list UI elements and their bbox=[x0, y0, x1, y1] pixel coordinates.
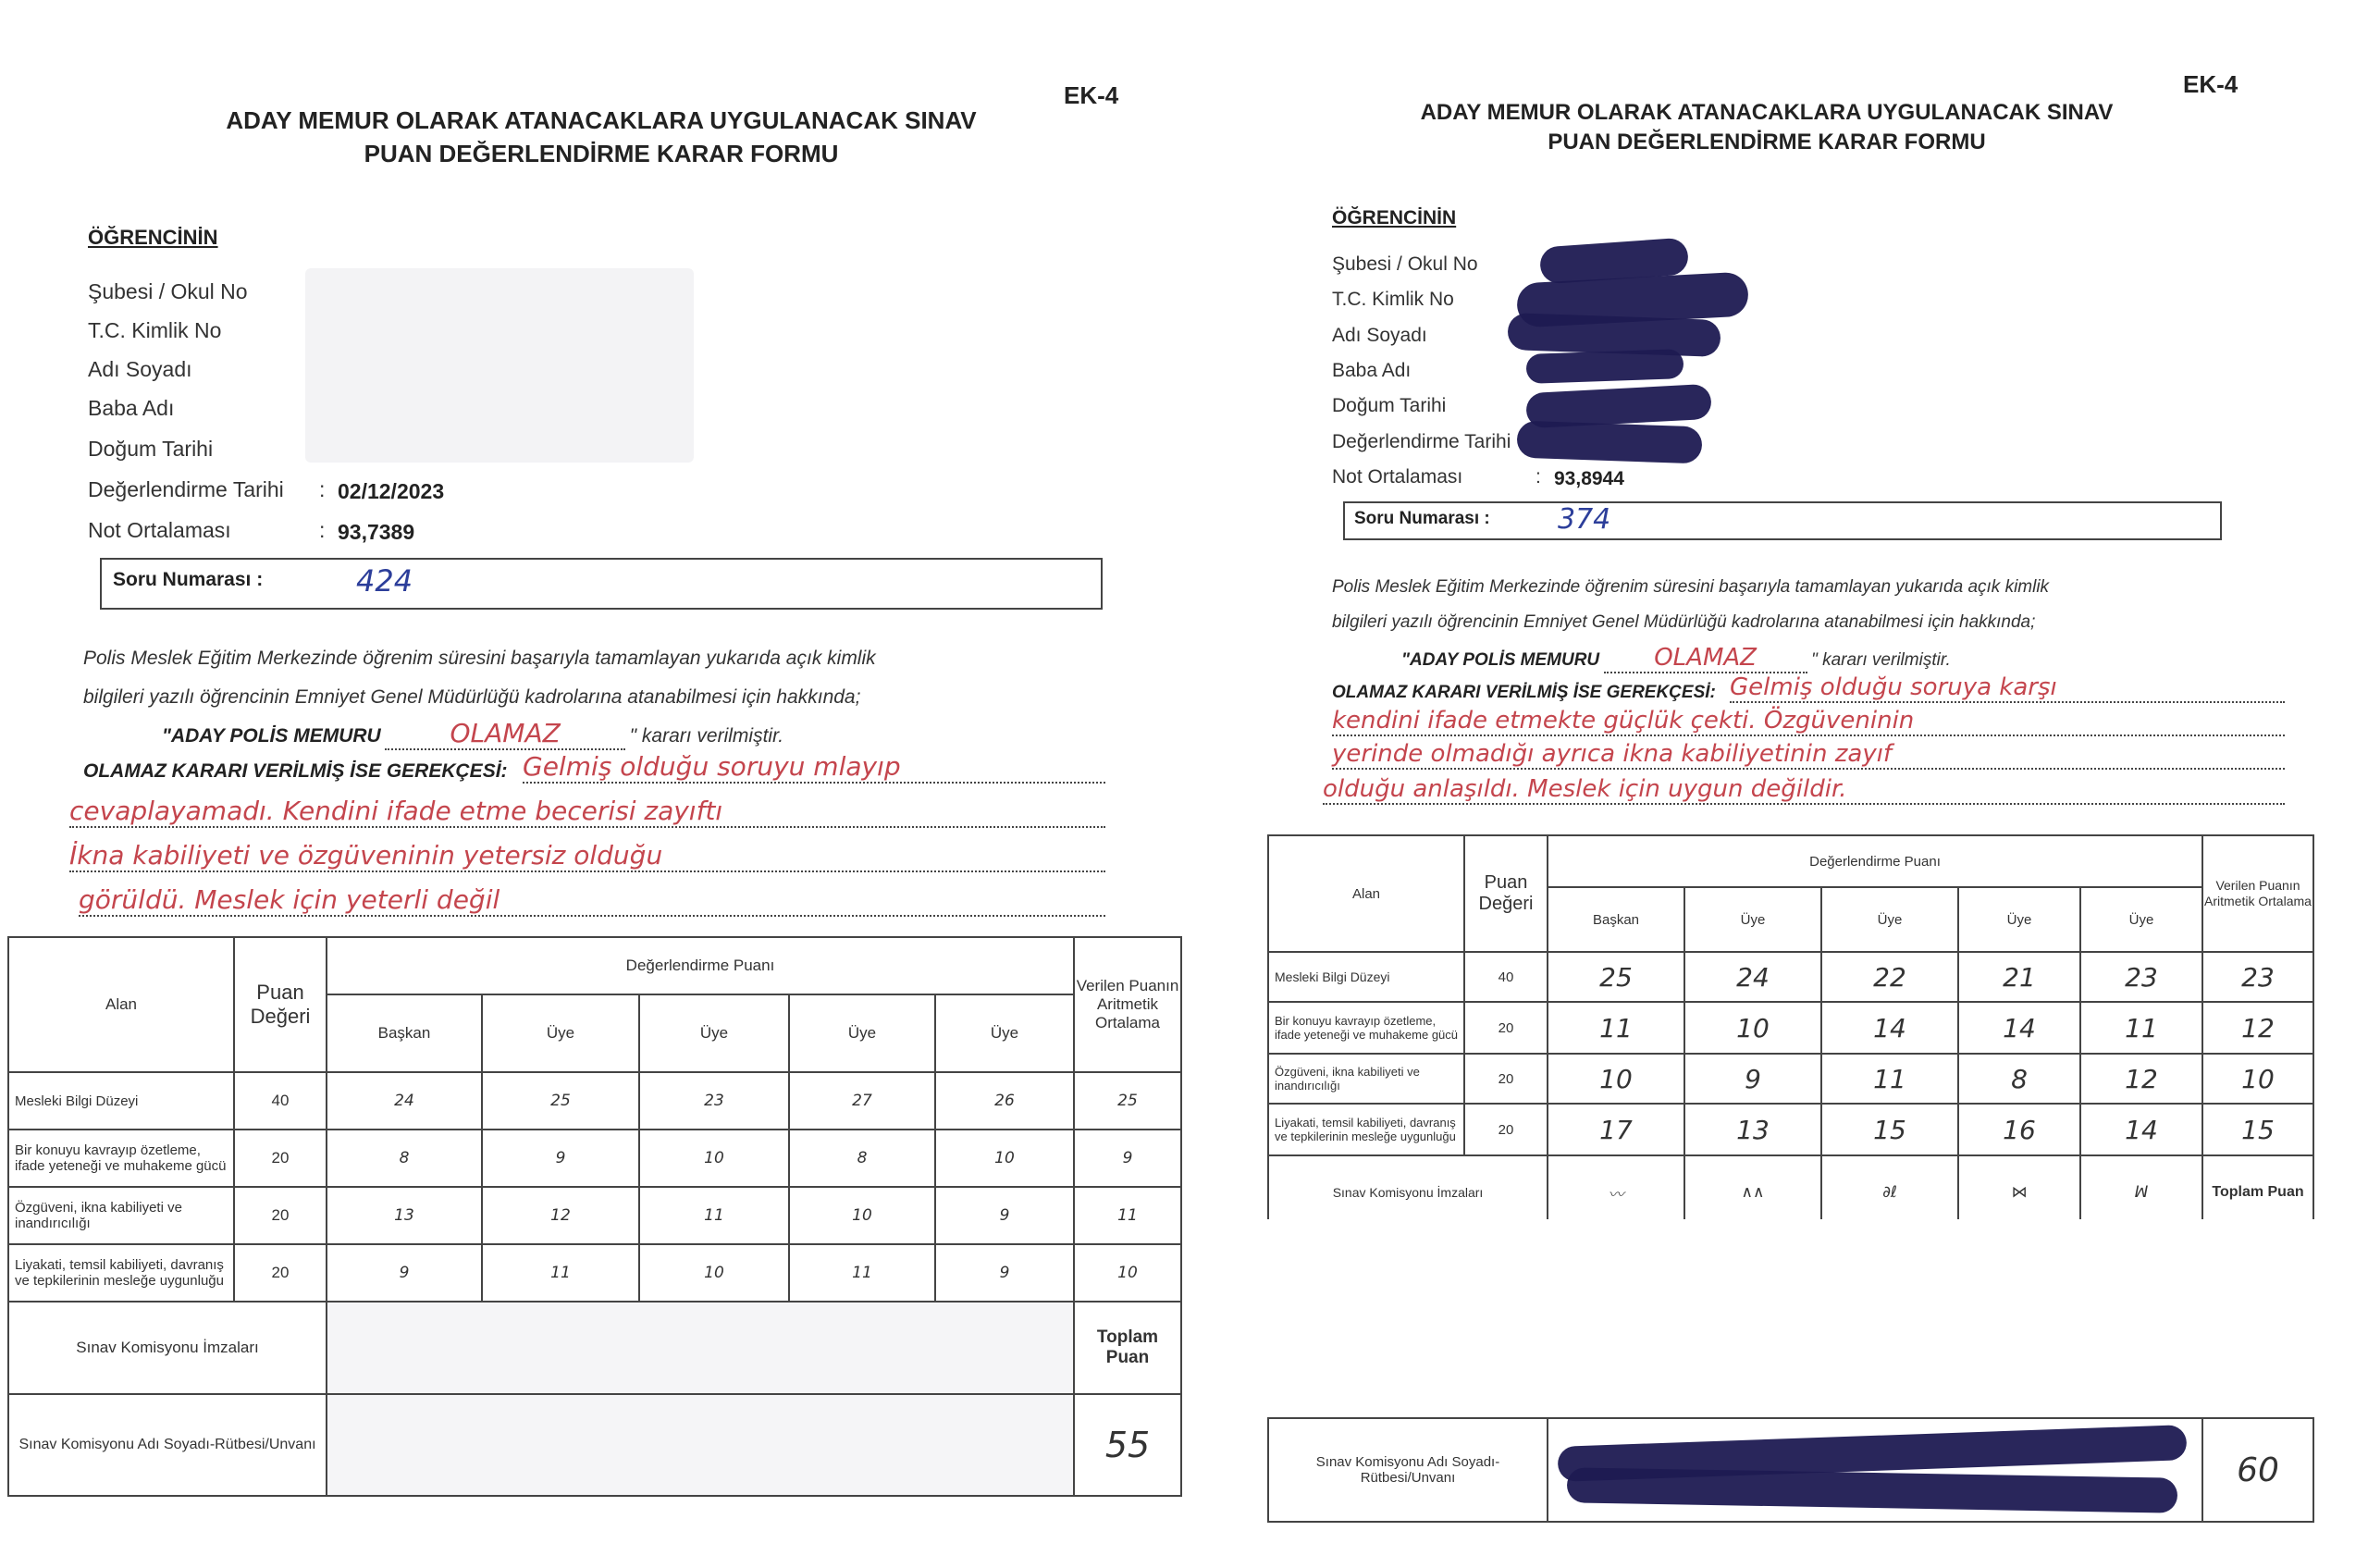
score-cell: 8 bbox=[327, 1130, 482, 1187]
row-alan: Özgüveni, ikna kabiliyeti ve inandırıcılığı bbox=[1268, 1054, 1464, 1104]
score-cell: 10 bbox=[935, 1130, 1074, 1187]
table-row bbox=[1268, 1104, 2313, 1155]
header-member: Üye bbox=[482, 994, 639, 1072]
row-puan: 20 bbox=[234, 1187, 327, 1244]
score-cell: 24 bbox=[1684, 952, 1821, 1002]
table-row bbox=[1268, 1054, 2313, 1104]
paragraph-line1: Polis Meslek Eğitim Merkezinde öğrenim süresini başarıyla tamamlayan yukarıda açık kimlik bbox=[1332, 577, 2050, 597]
avg-cell: 10 bbox=[2202, 1054, 2313, 1104]
gerekce-line: görüldü. Meslek için yeterli değil bbox=[79, 884, 1105, 917]
section-title: ÖĞRENCİNİN bbox=[1332, 207, 1457, 228]
header-puan: Puan Değeri bbox=[234, 937, 327, 1072]
score-cell: 10 bbox=[1548, 1054, 1684, 1104]
score-cell: 9 bbox=[482, 1130, 639, 1187]
form-title-line1: ADAY MEMUR OLARAK ATANACAKLARA UYGULANACAK SINAV bbox=[1420, 100, 2114, 125]
score-cell: 11 bbox=[639, 1187, 789, 1244]
sube-label: Şubesi / Okul No bbox=[1332, 253, 1478, 275]
score-cell: 24 bbox=[327, 1072, 482, 1130]
header-member: Üye bbox=[2080, 887, 2202, 952]
score-cell: 15 bbox=[1821, 1104, 1958, 1155]
score-cell: 17 bbox=[1548, 1104, 1684, 1155]
score-cell: 14 bbox=[1821, 1002, 1958, 1054]
aday-value: OLAMAZ bbox=[385, 718, 625, 750]
row-puan: 20 bbox=[1464, 1002, 1548, 1054]
row-alan: Mesleki Bilgi Düzeyi bbox=[8, 1072, 234, 1130]
score-cell: 12 bbox=[482, 1187, 639, 1244]
toplam-value: 60 bbox=[2202, 1418, 2313, 1522]
row-alan: Liyakati, temsil kabiliyeti, davranış ve tepkilerinin mesleğe uygunluğu bbox=[8, 1244, 234, 1302]
gerekce-line: kendini ifade etmekte güçlük çekti. Özgüveninin bbox=[1332, 707, 2285, 736]
header-member: Başkan bbox=[1548, 887, 1684, 952]
score-cell: 11 bbox=[2080, 1002, 2202, 1054]
avg-cell: 15 bbox=[2202, 1104, 2313, 1155]
signature-row bbox=[1268, 1155, 2313, 1229]
score-cell: 11 bbox=[789, 1244, 935, 1302]
header-verilen: Verilen Puanın Aritmetik Ortalama bbox=[2202, 835, 2313, 952]
row-puan: 40 bbox=[234, 1072, 327, 1130]
score-cell: 25 bbox=[1548, 952, 1684, 1002]
score-cell: 23 bbox=[2080, 952, 2202, 1002]
aday-suffix: " kararı verilmiştir. bbox=[1811, 650, 1951, 670]
score-cell: 22 bbox=[1821, 952, 1958, 1002]
score-cell: 10 bbox=[639, 1130, 789, 1187]
gerekce-line: yerinde olmadığı ayrıca ikna kabiliyetinin zayıf bbox=[1332, 740, 2285, 770]
soru-label: Soru Numarası : bbox=[113, 569, 264, 590]
header-puan: Puan Değeri bbox=[1464, 835, 1548, 952]
redaction-scribble bbox=[1516, 421, 1702, 464]
score-cell: 12 bbox=[2080, 1054, 2202, 1104]
signature-mark: ꟽ bbox=[2080, 1155, 2202, 1229]
soru-value: 424 bbox=[356, 563, 413, 599]
baba-label: Baba Adı bbox=[88, 396, 175, 420]
komisyon-label: Sınav Komisyonu Adı Soyadı-Rütbesi/Unvanı bbox=[8, 1394, 327, 1496]
signature-mark: ⋈ bbox=[1958, 1155, 2080, 1229]
paragraph-line2: bilgileri yazılı öğrencinin Emniyet Genel Müdürlüğü kadrolarına atanabilmesi için hakkında; bbox=[1332, 612, 2036, 632]
ad-label: Adı Soyadı bbox=[1332, 325, 1427, 346]
avg-cell: 10 bbox=[1074, 1244, 1181, 1302]
gerekce-line: İkna kabiliyeti ve özgüveninin yetersiz olduğu bbox=[69, 840, 1105, 872]
soru-box bbox=[1343, 501, 2222, 540]
score-table bbox=[1267, 834, 2314, 1230]
row-puan: 40 bbox=[1464, 952, 1548, 1002]
header-member: Üye bbox=[639, 994, 789, 1072]
score-cell: 8 bbox=[1958, 1054, 2080, 1104]
score-cell: 8 bbox=[789, 1130, 935, 1187]
score-cell: 10 bbox=[789, 1187, 935, 1244]
komisyon-names-blurred bbox=[327, 1394, 1074, 1496]
paragraph-line1: Polis Meslek Eğitim Merkezinde öğrenim süresini başarıyla tamamlayan yukarıda açık kimlik bbox=[83, 648, 876, 669]
sube-label: Şubesi / Okul No bbox=[88, 279, 248, 303]
tc-label: T.C. Kimlik No bbox=[88, 318, 222, 342]
tc-label: T.C. Kimlik No bbox=[1332, 289, 1454, 310]
ek-label: EK-4 bbox=[2183, 70, 2238, 98]
gerekce-line: olduğu anlaşıldı. Meslek için uygun değildir. bbox=[1323, 775, 2285, 805]
score-cell: 13 bbox=[327, 1187, 482, 1244]
score-cell: 25 bbox=[482, 1072, 639, 1130]
toplam-label: Toplam Puan bbox=[2202, 1155, 2313, 1229]
gerekce-line: cevaplayamadı. Kendini ifade etme becerisi zayıftı bbox=[69, 796, 1105, 828]
score-cell: 11 bbox=[1548, 1002, 1684, 1054]
form-title-line2: PUAN DEĞERLENDİRME KARAR FORMU bbox=[1548, 130, 1986, 154]
colon: : bbox=[319, 518, 326, 542]
colon: : bbox=[319, 477, 326, 501]
score-table bbox=[7, 936, 1182, 1497]
score-cell: 11 bbox=[482, 1244, 639, 1302]
page-gap bbox=[1212, 1219, 2368, 1414]
gerekce-line: Gelmiş olduğu soruya karşı bbox=[1730, 673, 2285, 703]
score-cell: 14 bbox=[2080, 1104, 2202, 1155]
soru-label: Soru Numarası : bbox=[1354, 509, 1490, 528]
signature-mark: 〰 bbox=[1548, 1155, 1684, 1229]
signatures-blurred bbox=[327, 1302, 1074, 1394]
score-cell: 23 bbox=[639, 1072, 789, 1130]
score-cell: 9 bbox=[1684, 1054, 1821, 1104]
row-puan: 20 bbox=[1464, 1054, 1548, 1104]
aday-label: "ADAY POLİS MEMURU bbox=[162, 725, 381, 747]
section-title: ÖĞRENCİNİN bbox=[88, 226, 218, 249]
header-member: Üye bbox=[1958, 887, 2080, 952]
gerekce-label: OLAMAZ KARARI VERİLMİŞ İSE GEREKÇESİ: bbox=[1332, 683, 1716, 702]
dogum-label: Doğum Tarihi bbox=[88, 437, 214, 461]
degerlendirme-label: Değerlendirme Tarihi bbox=[88, 477, 284, 501]
row-alan: Bir konuyu kavrayıp özetleme, ifade yeteneği ve muhakeme gücü bbox=[8, 1130, 234, 1187]
score-cell: 9 bbox=[935, 1187, 1074, 1244]
toplam-value: 55 bbox=[1074, 1394, 1181, 1496]
table-row bbox=[1268, 1002, 2313, 1054]
komisyon-label: Sınav Komisyonu Adı Soyadı-Rütbesi/Unvanı bbox=[1268, 1418, 1548, 1522]
komisyon-strip bbox=[1267, 1417, 2314, 1523]
header-member: Üye bbox=[1821, 887, 1958, 952]
row-alan: Bir konuyu kavrayıp özetleme, ifade yeteneği ve muhakeme gücü bbox=[1268, 1002, 1464, 1054]
degerlendirme-label: Değerlendirme Tarihi bbox=[1332, 431, 1511, 452]
table-row bbox=[8, 1072, 1181, 1130]
not-value: 93,8944 bbox=[1554, 468, 1624, 489]
signature-label: Sınav Komisyonu İmzaları bbox=[1268, 1155, 1548, 1229]
table-row bbox=[1268, 952, 2313, 1002]
row-puan: 20 bbox=[234, 1244, 327, 1302]
avg-cell: 23 bbox=[2202, 952, 2313, 1002]
paragraph-line2: bilgileri yazılı öğrencinin Emniyet Genel Müdürlüğü kadrolarına atanabilmesi için hakkında; bbox=[83, 686, 861, 708]
gerekce-line: Gelmiş olduğu soruyu mlayıp bbox=[523, 751, 1105, 784]
avg-cell: 25 bbox=[1074, 1072, 1181, 1130]
score-cell: 14 bbox=[1958, 1002, 2080, 1054]
row-puan: 20 bbox=[1464, 1104, 1548, 1155]
aday-value: OLAMAZ bbox=[1604, 644, 1807, 673]
form-title-line2: PUAN DEĞERLENDİRME KARAR FORMU bbox=[364, 140, 839, 167]
score-cell: 11 bbox=[1821, 1054, 1958, 1104]
table-row bbox=[8, 1130, 1181, 1187]
score-cell: 21 bbox=[1958, 952, 2080, 1002]
gerekce-label: OLAMAZ KARARI VERİLMİŞ İSE GEREKÇESİ: bbox=[83, 760, 508, 782]
signature-mark: ∂ℓ bbox=[1821, 1155, 1958, 1229]
score-cell: 26 bbox=[935, 1072, 1074, 1130]
row-alan: Mesleki Bilgi Düzeyi bbox=[1268, 952, 1464, 1002]
score-cell: 27 bbox=[789, 1072, 935, 1130]
avg-cell: 12 bbox=[2202, 1002, 2313, 1054]
redaction-scribble bbox=[1525, 349, 1684, 384]
row-alan: Özgüveni, ikna kabiliyeti ve inandırıcılığı bbox=[8, 1187, 234, 1244]
form-title-line1: ADAY MEMUR OLARAK ATANACAKLARA UYGULANACAK SINAV bbox=[226, 106, 977, 134]
avg-cell: 11 bbox=[1074, 1187, 1181, 1244]
table-row bbox=[8, 1244, 1181, 1302]
baba-label: Baba Adı bbox=[1332, 360, 1412, 381]
soru-box bbox=[100, 558, 1103, 610]
header-alan: Alan bbox=[8, 937, 234, 1072]
score-cell: 10 bbox=[639, 1244, 789, 1302]
avg-cell: 9 bbox=[1074, 1130, 1181, 1187]
degerlendirme-value: 02/12/2023 bbox=[338, 479, 445, 503]
header-degerlendirme: Değerlendirme Puanı bbox=[1548, 835, 2202, 887]
not-label: Not Ortalaması bbox=[88, 518, 231, 542]
aday-label: "ADAY POLİS MEMURU bbox=[1401, 650, 1600, 670]
row-alan: Liyakati, temsil kabiliyeti, davranış ve tepkilerinin mesleğe uygunluğu bbox=[1268, 1104, 1464, 1155]
soru-value: 374 bbox=[1558, 503, 1611, 536]
komisyon-row bbox=[8, 1394, 1181, 1496]
aday-line bbox=[1401, 644, 1951, 673]
dogum-label: Doğum Tarihi bbox=[1332, 395, 1447, 416]
not-label: Not Ortalaması bbox=[1332, 466, 1463, 488]
header-member: Başkan bbox=[327, 994, 482, 1072]
row-puan: 20 bbox=[234, 1130, 327, 1187]
header-alan: Alan bbox=[1268, 835, 1464, 952]
header-member: Üye bbox=[1684, 887, 1821, 952]
score-cell: 13 bbox=[1684, 1104, 1821, 1155]
ad-label: Adı Soyadı bbox=[88, 357, 192, 381]
table-row bbox=[8, 1187, 1181, 1244]
header-member: Üye bbox=[789, 994, 935, 1072]
colon: : bbox=[1536, 466, 1541, 488]
score-cell: 9 bbox=[935, 1244, 1074, 1302]
header-member: Üye bbox=[935, 994, 1074, 1072]
score-cell: 16 bbox=[1958, 1104, 2080, 1155]
score-cell: 9 bbox=[327, 1244, 482, 1302]
aday-suffix: " kararı verilmiştir. bbox=[629, 725, 784, 747]
score-cell: 10 bbox=[1684, 1002, 1821, 1054]
not-value: 93,7389 bbox=[338, 520, 415, 544]
blurred-personal-info bbox=[305, 268, 694, 463]
redaction-scribble bbox=[1567, 1467, 2178, 1513]
toplam-label: Toplam Puan bbox=[1074, 1302, 1181, 1394]
header-degerlendirme: Değerlendirme Puanı bbox=[327, 937, 1074, 994]
header-verilen: Verilen Puanın Aritmetik Ortalama bbox=[1074, 937, 1181, 1072]
ek-label: EK-4 bbox=[1064, 81, 1119, 109]
signature-label: Sınav Komisyonu İmzaları bbox=[8, 1302, 327, 1394]
komisyon-names-redacted bbox=[1548, 1418, 2202, 1522]
aday-line bbox=[162, 718, 783, 750]
signature-row bbox=[8, 1302, 1181, 1394]
signature-mark: ∧∧ bbox=[1684, 1155, 1821, 1229]
